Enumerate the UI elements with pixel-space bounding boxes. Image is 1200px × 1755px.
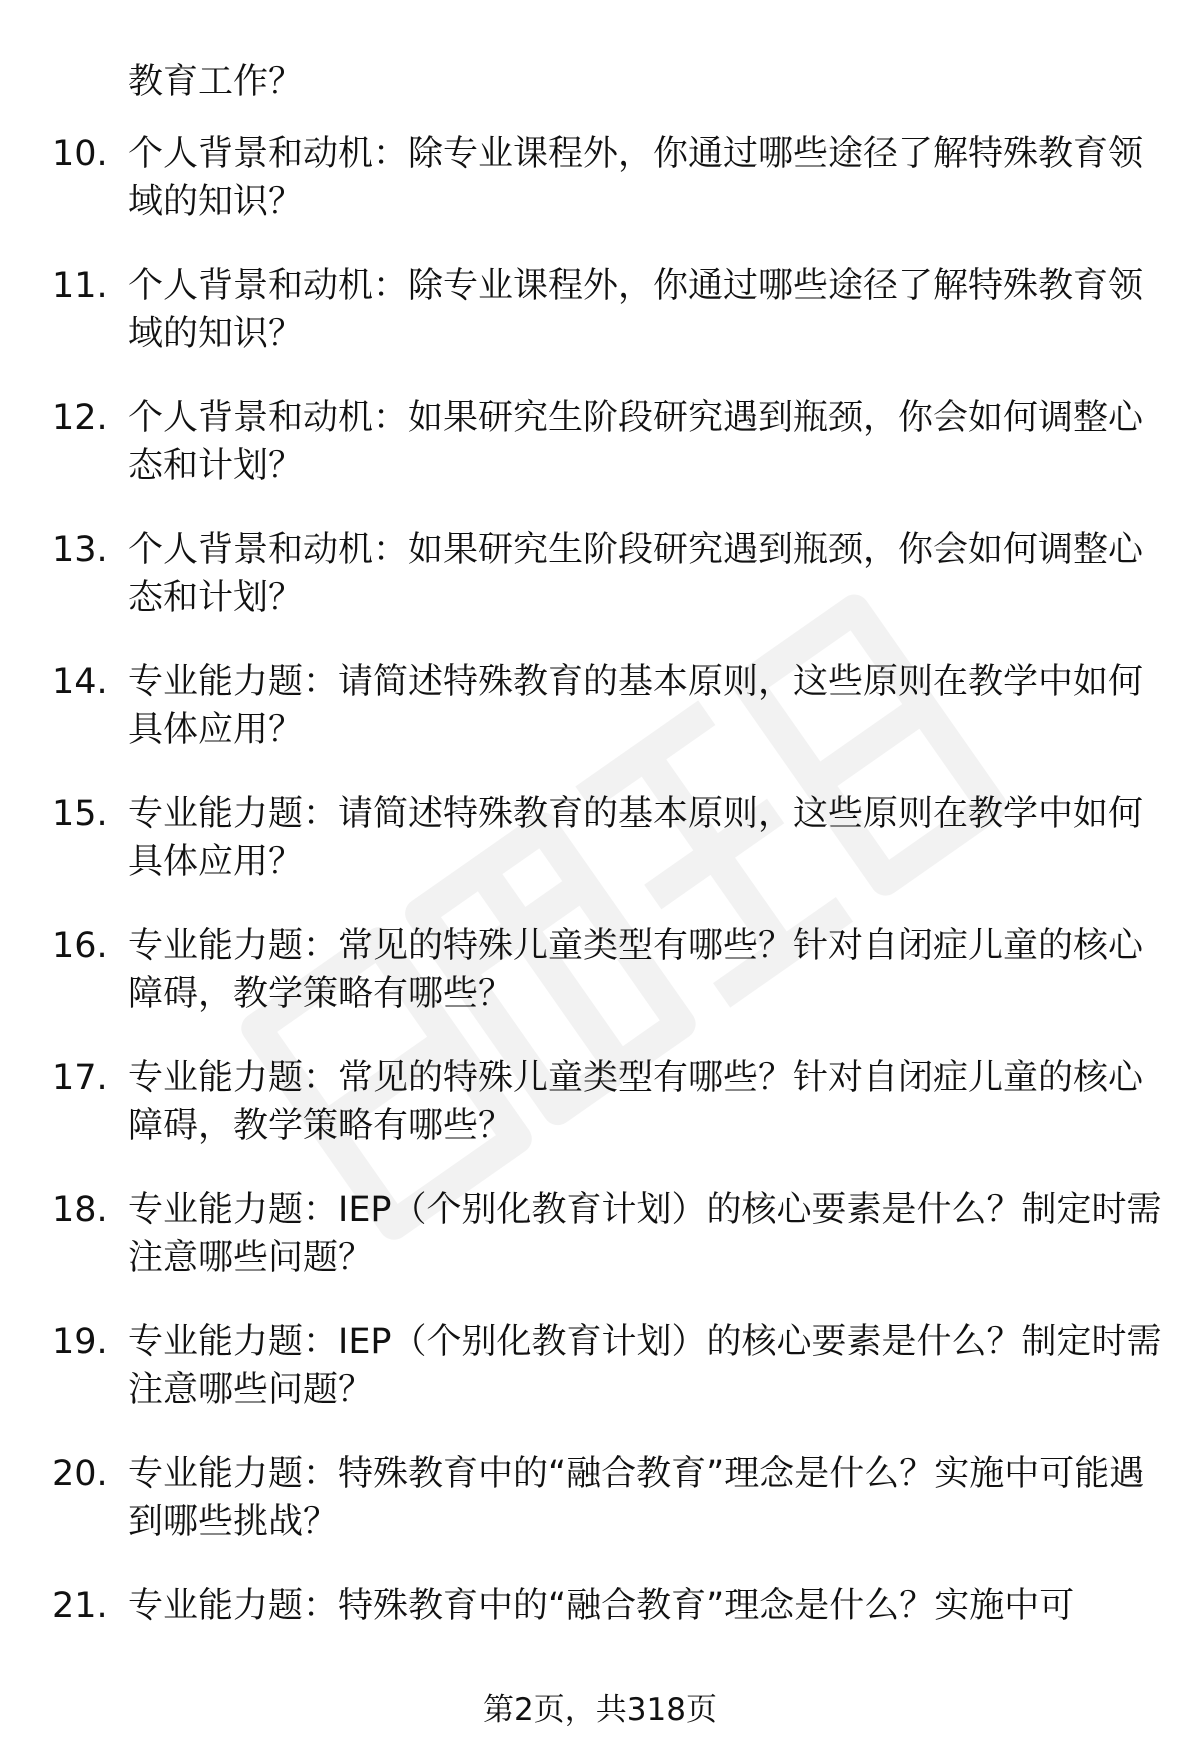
question-number: 14.	[52, 662, 108, 702]
list-item	[0, 1186, 1200, 1318]
question-text: 专业能力题：IEP（个别化教育计划）的核心要素是什么？制定时需注意哪些问题？	[128, 1322, 1162, 1410]
question-number: 17.	[52, 1058, 108, 1098]
question-number: 16.	[52, 926, 108, 966]
question-text: 专业能力题：常见的特殊儿童类型有哪些？针对自闭症儿童的核心障碍，教学策略有哪些？	[128, 926, 1144, 1014]
question-number: 10.	[52, 134, 108, 174]
question-text: 个人背景和动机：如果研究生阶段研究遇到瓶颈，你会如何调整心态和计划？	[128, 398, 1144, 486]
continuation-text: 教育工作？	[128, 62, 304, 102]
question-text: 专业能力题：请简述特殊教育的基本原则，这些原则在教学中如何具体应用？	[128, 662, 1144, 750]
question-text: 专业能力题：特殊教育中的“融合教育”理念是什么？实施中可能遇到哪些挑战？	[128, 1454, 1145, 1542]
question-number: 15.	[52, 794, 108, 834]
question-number: 21.	[52, 1586, 108, 1626]
list-item	[0, 1054, 1200, 1186]
question-number: 19.	[52, 1322, 108, 1362]
list-item	[0, 1318, 1200, 1450]
list-item	[0, 658, 1200, 790]
question-text: 个人背景和动机：如果研究生阶段研究遇到瓶颈，你会如何调整心态和计划？	[128, 530, 1144, 618]
question-text: 个人背景和动机：除专业课程外，你通过哪些途径了解特殊教育领域的知识？	[128, 266, 1144, 354]
question-text: 专业能力题：常见的特殊儿童类型有哪些？针对自闭症儿童的核心障碍，教学策略有哪些？	[128, 1058, 1144, 1146]
question-text: 专业能力题：特殊教育中的“融合教育”理念是什么？实施中可	[128, 1586, 1075, 1626]
list-item	[0, 526, 1200, 658]
question-text: 个人背景和动机：除专业课程外，你通过哪些途径了解特殊教育领域的知识？	[128, 134, 1144, 222]
question-text: 专业能力题：IEP（个别化教育计划）的核心要素是什么？制定时需注意哪些问题？	[128, 1190, 1162, 1278]
question-number: 12.	[52, 398, 108, 438]
question-number: 18.	[52, 1190, 108, 1230]
question-text: 专业能力题：请简述特殊教育的基本原则，这些原则在教学中如何具体应用？	[128, 794, 1144, 882]
page-footer: 第2页，共318页	[483, 1692, 717, 1728]
question-list	[0, 130, 1200, 1714]
list-item	[0, 790, 1200, 922]
question-number: 11.	[52, 266, 108, 306]
question-number: 13.	[52, 530, 108, 570]
list-item	[0, 130, 1200, 262]
question-number: 20.	[52, 1454, 108, 1494]
list-item	[0, 922, 1200, 1054]
list-item	[0, 1450, 1200, 1582]
list-item	[0, 262, 1200, 394]
list-item	[0, 394, 1200, 526]
